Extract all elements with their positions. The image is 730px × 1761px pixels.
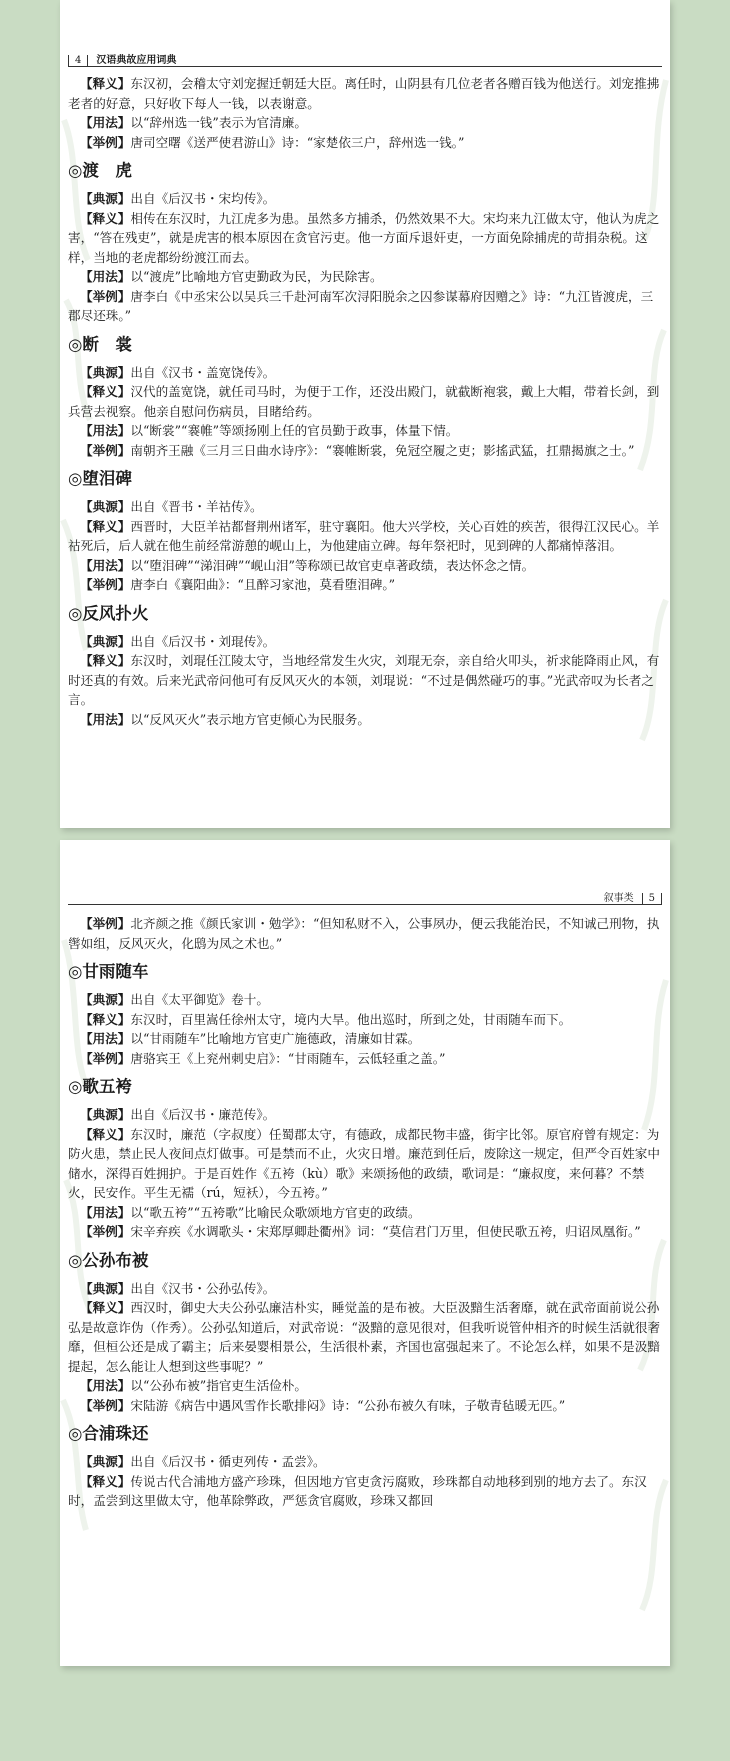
definition-paragraph: 【释义】相传在东汉时，九江虎多为患。虽然多方捕杀，仍然效果不大。宋均来九江做太守，他认为虎之害，“答在残吏”，就是虎害的根本原因在贪官污吏。他一方面斥退奸吏，一方面免除捕虎的苛捐杂税。这样，当地的老虎都纷纷渡江而去。 xyxy=(68,210,660,265)
usage-paragraph: 【用法】以“辞州选一钱”表示为官清廉。 xyxy=(80,115,307,130)
page-header xyxy=(68,44,662,67)
definition-paragraph: 【释义】西晋时，大臣羊祜都督荆州诸军，驻守襄阳。他大兴学校，关心百姓的疾苦，很得江汉民心。羊祜死后，后人就在他生前经常游憩的岘山上，为他建庙立碑。每年祭祀时，见到碑的人都痛悼落泪。 xyxy=(68,518,660,553)
entry-title: ◎公孙布被 xyxy=(68,1250,149,1270)
example-paragraph: 【举例】宋陆游《病告中遇风雪作长歌排闷》诗：“公孙布被久有味，子敬青毡暖无匹。” xyxy=(80,1397,566,1413)
page-body xyxy=(68,914,662,1511)
page-body xyxy=(68,74,662,729)
entry-title: ◎歌五袴 xyxy=(68,1077,132,1096)
example-paragraph: 【举例】唐司空曙《送严使君游山》诗：“家楚依三户，辞州选一钱。” xyxy=(80,134,465,150)
usage-paragraph: 【用法】以“堕泪碑”“涕泪碑”“岘山泪”等称颂已故官吏卓著政绩，表达怀念之情。 xyxy=(80,557,535,573)
example-paragraph: 【举例】北齐颜之推《颜氏家训・勉学》：“但知私财不入，公事夙办，便云我能治民，不知诚己刑物，执辔如组，反风灭火，化鸱为凤之术也。” xyxy=(68,916,660,951)
source-paragraph: 【典源】出自《后汉书・廉范传》。 xyxy=(80,1107,276,1122)
source-paragraph: 【典源】出自《后汉书・宋均传》。 xyxy=(80,191,276,206)
entry-title: ◎渡 虎 xyxy=(68,161,132,180)
definition-paragraph: 【释义】东汉初，会稽太守刘宠握迁朝廷大臣。离任时，山阴县有几位老者各赠百钱为他送行。刘宠推拂老者的好意，只好收下每人一钱，以表谢意。 xyxy=(68,76,660,111)
section-name: 叙事类 xyxy=(603,893,634,904)
page-number: 4 xyxy=(68,55,88,66)
usage-paragraph: 【用法】以“甘雨随车”比喻地方官吏广施德政，清廉如甘霖。 xyxy=(80,1031,421,1046)
entry-title: ◎合浦珠还 xyxy=(68,1424,149,1443)
page-number: 5 xyxy=(642,893,662,904)
example-paragraph: 【举例】宋辛弃疾《水调歌头・宋郑厚卿赴衢州》词：“莫信君门万里，但使民歌五袴，归诏凤凰衔。” xyxy=(80,1224,641,1239)
entry-title: ◎断 裳 xyxy=(68,334,132,354)
source-paragraph: 【典源】出自《汉书・公孙弘传》。 xyxy=(80,1280,276,1296)
entry-title: ◎反风扑火 xyxy=(68,603,149,623)
example-paragraph: 【举例】南朝齐王融《三月三日曲水诗序》：“褰帷断裳，免冠空履之吏；影搖武猛，扛鼎揭旗之士。” xyxy=(80,442,635,458)
definition-paragraph: 【释义】汉代的盖宽饶，就任司马时，为便于工作，还没出殿门，就截断袍裳，戴上大帽，带着长剑，到兵营去视察。他亲自慰问伤病员，目睹给药。 xyxy=(68,384,660,419)
source-paragraph: 【典源】出自《太平御览》卷十。 xyxy=(80,992,269,1007)
usage-paragraph: 【用法】以“渡虎”比喻地方官吏勤政为民，为民除害。 xyxy=(80,269,383,284)
page-header xyxy=(68,882,662,905)
source-paragraph: 【典源】出自《汉书・盖宽饶传》。 xyxy=(80,364,276,380)
source-paragraph: 【典源】出自《晋书・羊祜传》。 xyxy=(80,499,263,514)
usage-paragraph: 【用法】以“歌五袴”“五袴歌”比喻民众歌颂地方官吏的政绩。 xyxy=(80,1204,421,1220)
usage-paragraph: 【用法】以“公孙布被”指官吏生活俭朴。 xyxy=(80,1378,307,1393)
entry-title: ◎甘雨随车 xyxy=(68,962,149,981)
entry-title: ◎堕泪碑 xyxy=(68,469,132,488)
definition-paragraph: 【释义】传说古代合浦地方盛产珍珠，但因地方官吏贪污腐败，珍珠都自动地移到别的地方去了。东汉时，孟尝到这里做太守，他革除弊政，严惩贪官腐败，珍珠又都回 xyxy=(68,1473,647,1508)
definition-paragraph: 【释义】西汉时，御史大夫公孙弘廉洁朴实，睡觉盖的是布被。大臣汲黯生活奢靡，就在武帝面前说公孙弘是故意诈伪（作秀）。公孙弘知道后，对武帝说：“汲黯的意见很对，但我听说管仲相齐的时候生活就很奢靡，但桓公还是成了霸主；后来晏婴相景公，生活很朴素，齐国也富强起来了。不论怎么样，如果不是汲黯提起，怎么能让人想到这些事呢？” xyxy=(68,1300,661,1374)
example-paragraph: 【举例】唐骆宾王《上兖州刺史启》：“甘雨随车，云低轻重之盖。” xyxy=(80,1050,446,1066)
usage-paragraph: 【用法】以“断裳”“褰帷”等颂扬刚上任的官员勤于政事，体量下情。 xyxy=(80,423,459,438)
definition-paragraph: 【释义】东汉时，廉范（字叔度）任蜀郡太守，有德政，成都民物丰盛，街宇比邻。原官府曾有规定：为防火患，禁止民人夜间点灯做事。可是禁而不止，火灾日增。廉范到任后，废除这一规定，但严令百姓家中储水，深得百姓拥护。于是百姓作《五袴（kù）歌》来颂扬他的政绩，歌词是：“廉叔度，来何暮？不禁火，民安作。平生无襦（rú，短袄），今五袴。” xyxy=(68,1126,660,1200)
definition-paragraph: 【释义】东汉时，百里嵩任徐州太守，境内大旱。他出巡时，所到之处，甘雨随车而下。 xyxy=(80,1011,572,1027)
usage-paragraph: 【用法】以“反风灭火”表示地方官吏倾心为民服务。 xyxy=(80,711,370,727)
source-paragraph: 【典源】出自《后汉书・刘琨传》。 xyxy=(80,633,276,649)
definition-paragraph: 【释义】东汉时，刘琨任江陵太守，当地经常发生火灾，刘琨无奈，亲自给火叩头，祈求能降雨止风，有时还真的有效。后来光武帝问他可有反风灭火的本领，刘琨说：“不过是偶然碰巧的事。”光武帝叹为长者之言。 xyxy=(68,653,660,707)
book-title: 汉语典故应用词典 xyxy=(96,55,177,66)
example-paragraph: 【举例】唐李白《中丞宋公以吴兵三千赴河南军次浔阳脱余之囚参谋幕府因赠之》诗：“九江皆渡虎，三郡尽还珠。” xyxy=(68,288,654,323)
example-paragraph: 【举例】唐李白《襄阳曲》：“且醉习家池，莫看堕泪碑。” xyxy=(80,577,396,592)
source-paragraph: 【典源】出自《后汉书・循吏列传・孟尝》。 xyxy=(80,1454,326,1469)
